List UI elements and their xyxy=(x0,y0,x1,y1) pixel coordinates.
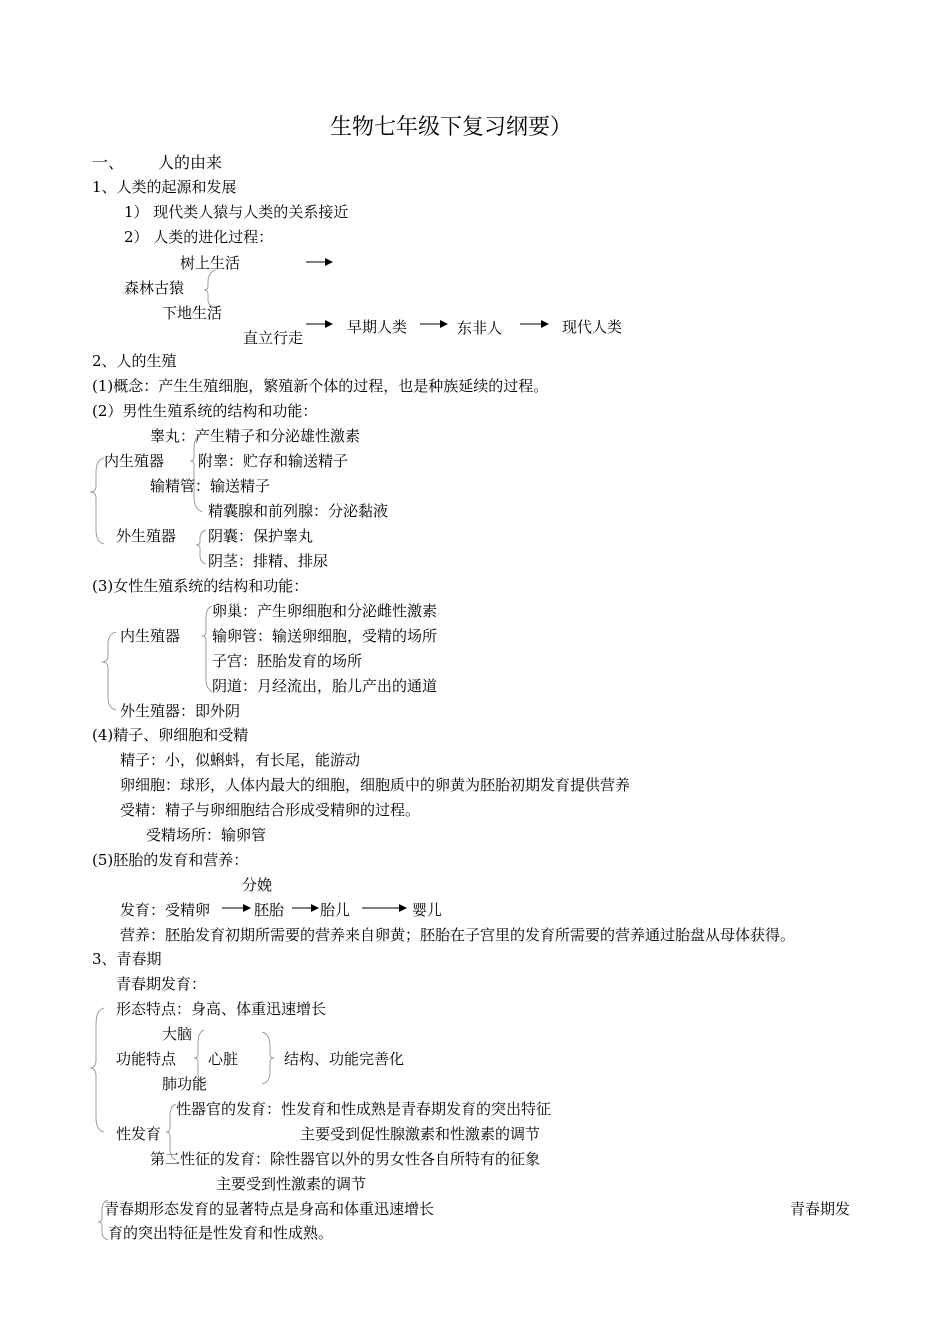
item-relation: 1） 现代类人猿与人类的关系接近 xyxy=(124,203,349,221)
brace-female xyxy=(102,632,116,710)
brace-puberty xyxy=(90,1008,104,1132)
section-number: 一、 xyxy=(92,153,125,172)
label-function: 功能特点 xyxy=(116,1050,177,1068)
brace-male xyxy=(90,458,104,544)
text-secondary: 第二性征的发育：除性器官以外的男女性各自所特有的征象 xyxy=(150,1150,541,1168)
label-heart: 心脏 xyxy=(208,1050,239,1068)
female-ovary: 卵巢：产生卵细胞和分泌雌性激素 xyxy=(212,602,438,620)
label-ground-life: 下地生活 xyxy=(162,304,223,322)
brace-female-internal xyxy=(202,606,212,692)
label-dev-prefix: 发育：受精卵 xyxy=(120,901,211,919)
item-evolution: 2） 人类的进化过程： xyxy=(124,228,274,246)
female-vagina: 阴道：月经流出，胎儿产出的通道 xyxy=(212,677,438,695)
text-nutrition: 营养：胚胎发育初期所需要的营养来自卵黄；胚胎在子宫里的发育所需要的营养通过胎盘从母体获得。 xyxy=(120,926,796,944)
male-testis: 睾丸：产生精子和分泌雄性激素 xyxy=(150,427,361,445)
heading-male: (2）男性生殖系统的结构和功能： xyxy=(92,402,318,420)
label-ancestor: 森林古猿 xyxy=(124,279,185,297)
text-egg: 卵细胞：球形，人体内最大的细胞，细胞质中的卵黄为胚胎初期发育提供营养 xyxy=(120,776,631,794)
text-fertilization: 受精：精子与卵细胞结合形成受精卵的过程。 xyxy=(120,801,421,819)
heading-puberty: 3、青春期 xyxy=(92,950,162,968)
text-hormone2: 主要受到性激素的调节 xyxy=(216,1175,367,1193)
text-form: 形态特点：身高、体重迅速增长 xyxy=(116,1000,327,1018)
label-early: 早期人类 xyxy=(347,318,408,336)
female-uterus: 子宫：胚胎发育的场所 xyxy=(212,652,363,670)
page-title: 生物七年级下复习纲要） xyxy=(330,115,573,140)
text-summary-1: 青春期形态发育的显著特点是身高和体重迅速增长 xyxy=(104,1200,435,1218)
label-east-africa: 东非人 xyxy=(457,319,503,337)
label-baby: 婴儿 xyxy=(412,901,443,919)
label-brain: 大脑 xyxy=(162,1025,193,1043)
label-fetus: 胎儿 xyxy=(320,901,351,919)
heading-female: (3)女性生殖系统的结构和功能： xyxy=(92,577,309,595)
brace-male-internal xyxy=(190,436,202,512)
label-birth: 分娩 xyxy=(242,876,273,894)
text-hormone1: 主要受到促性腺激素和性激素的调节 xyxy=(300,1125,541,1143)
text-sperm: 精子：小，似蝌蚪，有长尾，能游动 xyxy=(120,751,361,769)
label-puberty-dev: 青春期发育： xyxy=(116,975,207,993)
male-vas: 输精管：输送精子 xyxy=(150,477,271,495)
label-tree-life: 树上生活 xyxy=(180,254,241,272)
male-penis: 阴茎：排精、排尿 xyxy=(208,552,329,570)
label-lung: 肺功能 xyxy=(162,1075,208,1093)
label-function-result: 结构、功能完善化 xyxy=(284,1050,405,1068)
heading-reproduction: 2、人的生殖 xyxy=(92,352,177,370)
female-external: 外生殖器：即外阴 xyxy=(120,702,241,720)
label-modern: 现代人类 xyxy=(562,318,623,336)
label-sex-dev: 性发育 xyxy=(116,1125,162,1143)
label-upright: 直立行走 xyxy=(243,329,304,347)
text-fert-place: 受精场所：输卵管 xyxy=(146,826,267,844)
female-oviduct: 输卵管：输送卵细胞，受精的场所 xyxy=(212,627,438,645)
heading-embryo: (5)胚胎的发育和营养： xyxy=(92,851,249,869)
text-summary-2: 青春期发 xyxy=(790,1200,851,1218)
text-summary-3: 育的突出特征是性发育和性成熟。 xyxy=(108,1224,334,1242)
male-epididymis: 附睾：贮存和输送精子 xyxy=(198,452,349,470)
text-concept: (1)概念：产生生殖细胞，繁殖新个体的过程，也是种族延续的过程。 xyxy=(92,377,549,395)
male-external: 外生殖器 xyxy=(116,527,177,545)
section-title: 人的由来 xyxy=(158,153,223,172)
male-glands: 精囊腺和前列腺：分泌黏液 xyxy=(208,502,389,520)
heading-gamete: (4)精子、卵细胞和受精 xyxy=(92,726,249,744)
brace-ancestor xyxy=(204,270,216,308)
label-embryo: 胚胎 xyxy=(254,901,285,919)
heading-origin: 1、人类的起源和发展 xyxy=(92,178,237,196)
brace-male-external xyxy=(196,530,206,564)
male-internal: 内生殖器 xyxy=(104,452,165,470)
female-internal: 内生殖器 xyxy=(120,627,181,645)
male-scrotum: 阴囊：保护睾丸 xyxy=(208,527,314,545)
text-organ-dev: 性器官的发育：性发育和性成熟是青春期发育的突出特征 xyxy=(176,1100,552,1118)
brace-result xyxy=(262,1032,274,1084)
